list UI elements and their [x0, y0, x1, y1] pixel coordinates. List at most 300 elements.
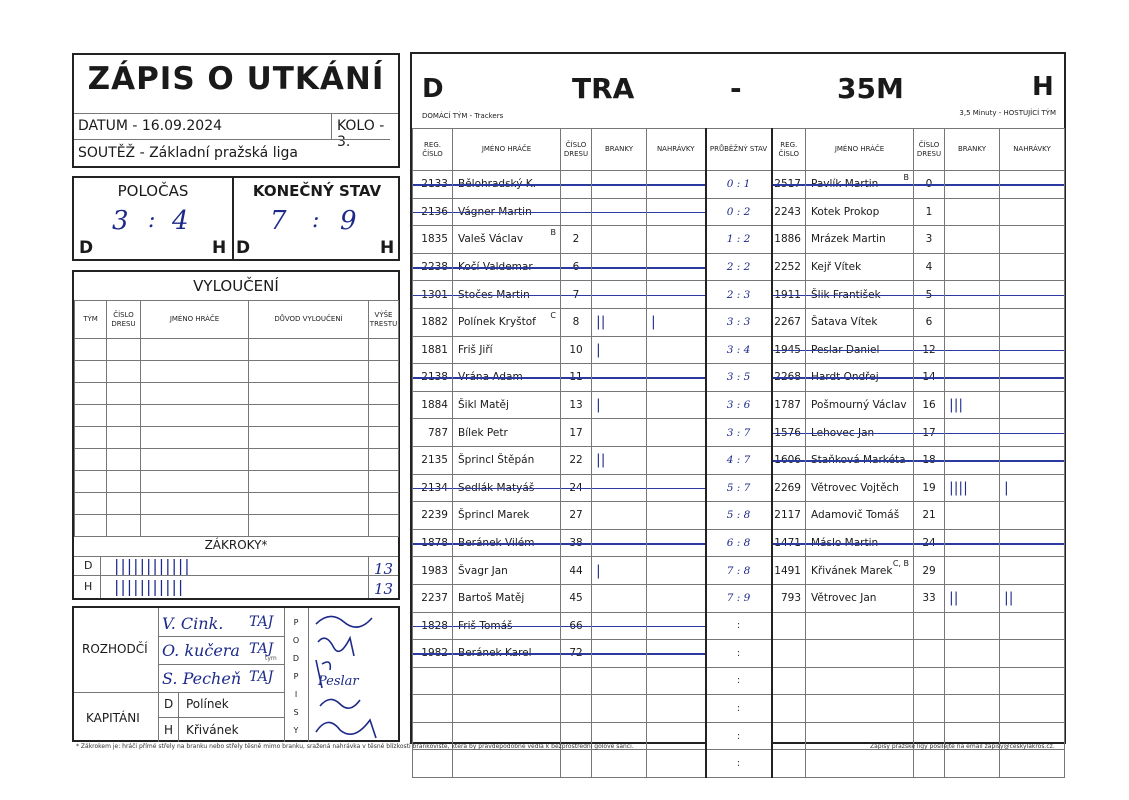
home-reg-number: 2135: [413, 446, 453, 474]
strike-line: [413, 653, 452, 655]
player-row: [413, 226, 1065, 254]
away-jersey-number: 29: [914, 557, 945, 585]
home-col-reg: REG. ČÍSLO: [413, 129, 453, 171]
strike-line: [453, 488, 560, 490]
penalty-cell: [249, 383, 369, 405]
home-player-name: Polínek Kryštof C: [453, 308, 561, 336]
away-reg-number: 2267: [772, 308, 806, 336]
penalty-cell: [369, 361, 399, 383]
away-assists: [1000, 612, 1065, 640]
penalty-cell: [107, 427, 141, 449]
penalty-row: [75, 405, 399, 427]
away-assists: [1000, 419, 1065, 447]
running-score: 3 : 6: [706, 391, 772, 419]
final-d: D: [236, 238, 251, 258]
penalty-cell: [75, 339, 107, 361]
saves-h-marks: |||||||||||: [114, 577, 185, 596]
away-jersey-number: 33: [914, 584, 945, 612]
halftime-away: 4: [172, 206, 189, 236]
strike-line: [647, 212, 705, 214]
strike-line: [413, 267, 452, 269]
penalty-cell: [369, 383, 399, 405]
player-row: [413, 502, 1065, 530]
strike-line: [592, 212, 646, 214]
running-score: 0 : 1: [706, 171, 772, 199]
away-jersey-number: [914, 695, 945, 723]
home-goals: [592, 281, 647, 309]
strike-line: [413, 295, 452, 297]
strike-line: [806, 377, 913, 379]
running-score: :: [706, 750, 772, 778]
away-assists: [1000, 640, 1065, 668]
strike-line: [561, 543, 591, 545]
penalty-cell: [141, 427, 249, 449]
home-reg-number: 787: [413, 419, 453, 447]
penalty-cell: [75, 449, 107, 471]
penalty-cell: [141, 493, 249, 515]
penalty-cell: [141, 405, 249, 427]
captain-d-name: Polínek: [186, 697, 229, 711]
penalty-cell: [249, 427, 369, 449]
home-assists: [647, 253, 706, 281]
running-score: :: [706, 722, 772, 750]
header-d: D: [422, 74, 444, 104]
away-team-caption: 3,5 Minuty - HOSTUJÍCÍ TÝM: [959, 109, 1056, 117]
home-jersey-number: 2: [561, 226, 592, 254]
player-tag: B: [550, 228, 556, 238]
player-tag: B: [903, 173, 909, 182]
home-player-name: [453, 750, 561, 778]
strike-line: [806, 350, 913, 352]
penalty-cell: [369, 339, 399, 361]
strike-line: [1000, 350, 1064, 352]
home-reg-number: 2237: [413, 584, 453, 612]
home-assists: [647, 226, 706, 254]
home-jersey-number: [561, 198, 592, 226]
away-jersey-number: [914, 640, 945, 668]
penalty-cell: [369, 515, 399, 537]
away-assists: [1000, 226, 1065, 254]
away-goals: [945, 198, 1000, 226]
strike-line: [647, 267, 705, 269]
home-assists: [647, 640, 706, 668]
penalty-cell: [141, 515, 249, 537]
strike-line: [914, 433, 944, 435]
home-assists: [647, 336, 706, 364]
home-goals: [592, 253, 647, 281]
away-assists: [1000, 281, 1065, 309]
away-player-name: [806, 364, 914, 392]
home-reg-number: [413, 171, 453, 199]
away-goals: [945, 364, 1000, 392]
strike-line: [773, 433, 806, 435]
away-goals: [945, 502, 1000, 530]
strike-line: [592, 543, 646, 545]
away-player-name: Větrovec Vojtěch: [806, 474, 914, 502]
home-jersey-number: 13: [561, 391, 592, 419]
strike-line: [914, 184, 944, 186]
strike-line: [647, 184, 705, 186]
away-goals: [945, 419, 1000, 447]
home-assists: [647, 750, 706, 778]
away-assists: [1000, 364, 1065, 392]
home-assists: [647, 612, 706, 640]
home-assists: [647, 529, 706, 557]
referee-1-team: TAJ: [249, 614, 274, 630]
home-jersey-number: 10: [561, 336, 592, 364]
home-player-name: [453, 612, 561, 640]
saves-d-marks: ||||||||||||: [114, 556, 191, 575]
strike-line: [561, 267, 591, 269]
home-player-name: [453, 253, 561, 281]
away-goals: [945, 640, 1000, 668]
strike-line: [806, 295, 913, 297]
away-reg-number: [772, 640, 806, 668]
away-goals: [945, 171, 1000, 199]
away-goals: ||: [945, 584, 1000, 612]
home-player-name: [453, 281, 561, 309]
strike-line: [592, 267, 646, 269]
strike-line: [453, 653, 560, 655]
away-assists: [1000, 750, 1065, 778]
player-row: [413, 364, 1065, 392]
penalty-row: [75, 339, 399, 361]
penalty-cell: [75, 471, 107, 493]
away-player-name: [806, 750, 914, 778]
strike-line: [561, 653, 591, 655]
away-jersey-number: 6: [914, 308, 945, 336]
running-score: :: [706, 667, 772, 695]
away-reg-number: 2243: [772, 198, 806, 226]
strike-line: [592, 184, 646, 186]
away-player-name: [806, 529, 914, 557]
strike-line: [945, 184, 999, 186]
player-row: [413, 336, 1065, 364]
penalty-cell: [369, 405, 399, 427]
penalty-cell: [107, 383, 141, 405]
strike-line: [453, 184, 560, 186]
strike-line: [647, 377, 705, 379]
away-assists: [1000, 171, 1065, 199]
strike-line: [647, 626, 705, 628]
penalty-row: [75, 383, 399, 405]
away-goals: ||||: [945, 474, 1000, 502]
home-goals: ||: [592, 308, 647, 336]
halftime-home: 3: [112, 206, 129, 236]
home-goals: |: [592, 391, 647, 419]
penalty-cell: [75, 405, 107, 427]
away-jersey-number: 1: [914, 198, 945, 226]
strike-line: [561, 377, 591, 379]
away-player-name: Pošmourný Václav: [806, 391, 914, 419]
strike-line: [806, 433, 913, 435]
penalties-table: [74, 300, 399, 537]
player-row: [413, 612, 1065, 640]
home-player-name: [453, 364, 561, 392]
away-jersey-number: 16: [914, 391, 945, 419]
running-score: 7 : 8: [706, 557, 772, 585]
penalty-row: [75, 449, 399, 471]
home-jersey-number: [561, 695, 592, 723]
penalty-cell: [249, 405, 369, 427]
away-assists: [1000, 502, 1065, 530]
final-away: 9: [340, 206, 357, 236]
home-jersey-number: [561, 667, 592, 695]
halftime-h: H: [212, 238, 227, 258]
strike-line: [945, 295, 999, 297]
footnote-right: Zápisy pražské ligy posílejte na email zapisy@ceskylakros.cz.: [870, 743, 1055, 750]
penalty-row: [75, 515, 399, 537]
away-jersey-number: [914, 750, 945, 778]
home-jersey-number: 44: [561, 557, 592, 585]
strike-line: [1000, 184, 1064, 186]
penalty-cell: [249, 493, 369, 515]
saves-h-label: H: [84, 580, 93, 593]
penalty-cell: [141, 449, 249, 471]
home-player-name: Friš Jiří: [453, 336, 561, 364]
home-reg-number: [413, 529, 453, 557]
strike-line: [592, 653, 646, 655]
home-reg-number: [413, 612, 453, 640]
home-reg-number: 1881: [413, 336, 453, 364]
player-row: [413, 667, 1065, 695]
home-player-name: Šprincl Marek: [453, 502, 561, 530]
away-player-name: Šatava Vítek: [806, 308, 914, 336]
running-score: :: [706, 640, 772, 668]
away-assists: [1000, 308, 1065, 336]
home-jersey-number: [561, 474, 592, 502]
home-goals: [592, 695, 647, 723]
penalty-row: [75, 361, 399, 383]
away-reg-number: [772, 722, 806, 750]
penalty-cell: [249, 449, 369, 471]
away-jersey-number: 19: [914, 474, 945, 502]
home-goals: |: [592, 336, 647, 364]
home-col-name: JMÉNO HRÁČE: [453, 129, 561, 171]
home-player-name: [453, 695, 561, 723]
strike-line: [914, 377, 944, 379]
home-goals: ||: [592, 446, 647, 474]
away-jersey-number: [914, 529, 945, 557]
round-number: KOLO - 3.: [337, 118, 385, 150]
away-goals: [945, 336, 1000, 364]
home-goals: [592, 529, 647, 557]
strike-line: [453, 626, 560, 628]
home-player-name: Šprincl Štěpán: [453, 446, 561, 474]
penalty-cell: [75, 493, 107, 515]
home-jersey-number: 45: [561, 584, 592, 612]
captain-h-label: H: [164, 723, 174, 737]
player-tag: C, B: [892, 559, 909, 569]
running-score: 2 : 2: [706, 253, 772, 281]
penalty-cell: [141, 361, 249, 383]
away-goals: [945, 253, 1000, 281]
home-player-name: Šikl Matěj: [453, 391, 561, 419]
away-reg-number: [772, 695, 806, 723]
players-table: [412, 128, 1065, 778]
player-row: [413, 198, 1065, 226]
away-col-assists: NAHRÁVKY: [1000, 129, 1065, 171]
home-team-code: TRA: [572, 72, 635, 105]
strike-line: [1000, 543, 1064, 545]
home-goals: [592, 584, 647, 612]
away-jersey-number: [914, 364, 945, 392]
strike-line: [592, 626, 646, 628]
away-player-name: [806, 640, 914, 668]
penalty-row: [75, 427, 399, 449]
away-player-name: [806, 695, 914, 723]
player-row: [413, 640, 1065, 668]
home-jersey-number: [561, 750, 592, 778]
strike-line: [453, 212, 560, 214]
final-h: H: [380, 238, 395, 258]
home-assists: [647, 502, 706, 530]
home-assists: [647, 419, 706, 447]
home-reg-number: 1983: [413, 557, 453, 585]
away-jersey-number: 3: [914, 226, 945, 254]
home-col-assists: NAHRÁVKY: [647, 129, 706, 171]
home-goals: [592, 474, 647, 502]
home-player-name: Švagr Jan: [453, 557, 561, 585]
away-jersey-number: 21: [914, 502, 945, 530]
score-box: POLOČAS 3 : 4 D H KONEČNÝ STAV 7 : 9 D H: [72, 176, 400, 261]
home-reg-number: 1884: [413, 391, 453, 419]
home-jersey-number: [561, 612, 592, 640]
match-date: DATUM - 16.09.2024: [78, 118, 223, 134]
penalty-cell: [75, 427, 107, 449]
home-reg-number: [413, 640, 453, 668]
penalty-cell: [107, 471, 141, 493]
penalty-row: [75, 493, 399, 515]
strike-line: [773, 184, 806, 186]
away-col-reg: REG. ČÍSLO: [772, 129, 806, 171]
running-score: 5 : 8: [706, 502, 772, 530]
penalty-cell: [369, 427, 399, 449]
away-goals: [945, 529, 1000, 557]
captains-label: KAPITÁNI: [86, 711, 140, 725]
away-assists: [1000, 198, 1065, 226]
penalty-cell: [75, 383, 107, 405]
running-score: :: [706, 695, 772, 723]
away-jersey-number: [914, 336, 945, 364]
penalty-cell: [369, 449, 399, 471]
officials-box: [72, 606, 400, 742]
home-reg-number: [413, 474, 453, 502]
away-goals: [945, 281, 1000, 309]
home-assists: [647, 281, 706, 309]
halftime-d: D: [79, 238, 94, 258]
running-score: 3 : 5: [706, 364, 772, 392]
away-col-goals: BRANKY: [945, 129, 1000, 171]
player-row: [413, 419, 1065, 447]
away-goals: [945, 226, 1000, 254]
home-assists: [647, 695, 706, 723]
home-jersey-number: [561, 364, 592, 392]
away-player-name: [806, 419, 914, 447]
home-jersey-number: [561, 640, 592, 668]
away-reg-number: 2269: [772, 474, 806, 502]
footnote-left: * Zákrokem je: hráči přímé střely na branku nebo střely těsně mimo branku, sražená nahrávka v těsné blízkosti brankoviště, která by pravděpodobně vedla k bezprostřední gólové šanci.: [76, 743, 634, 750]
player-row: [413, 308, 1065, 336]
away-assists: [1000, 253, 1065, 281]
saves-d-label: D: [84, 559, 93, 572]
col-tym: TÝM: [75, 301, 107, 339]
home-reg-number: [413, 281, 453, 309]
penalty-cell: [249, 471, 369, 493]
home-jersey-number: 22: [561, 446, 592, 474]
away-player-name: Větrovec Jan: [806, 584, 914, 612]
home-player-name: [453, 474, 561, 502]
away-goals: [945, 667, 1000, 695]
away-reg-number: 1787: [772, 391, 806, 419]
away-player-name: Mrázek Martin: [806, 226, 914, 254]
home-goals: [592, 667, 647, 695]
away-reg-number: [772, 529, 806, 557]
away-player-name: [806, 667, 914, 695]
signature-peslar: Peslar: [318, 674, 359, 689]
strike-line: [453, 267, 560, 269]
home-assists: [647, 446, 706, 474]
away-goals: [945, 446, 1000, 474]
away-jersey-number: [914, 171, 945, 199]
captain-h-name: Křivánek: [186, 723, 239, 737]
running-score: 3 : 3: [706, 308, 772, 336]
player-row: [413, 695, 1065, 723]
home-team-caption: DOMÁCÍ TÝM - Trackers: [422, 112, 504, 120]
running-score: 7 : 9: [706, 584, 772, 612]
home-reg-number: [413, 364, 453, 392]
player-row: [413, 253, 1065, 281]
strike-line: [773, 377, 806, 379]
home-player-name: Bílek Petr: [453, 419, 561, 447]
title-box: [72, 53, 400, 168]
running-score: 4 : 7: [706, 446, 772, 474]
away-jersey-number: [914, 419, 945, 447]
penalty-cell: [75, 361, 107, 383]
header-h: H: [1032, 72, 1054, 102]
away-reg-number: 1491: [772, 557, 806, 585]
away-assists: [1000, 667, 1065, 695]
strike-line: [1000, 295, 1064, 297]
col-trest: VÝŠE TRESTU: [369, 301, 399, 339]
strike-line: [561, 488, 591, 490]
referee-1: V. Cink.: [162, 614, 224, 633]
penalty-cell: [141, 471, 249, 493]
home-jersey-number: 27: [561, 502, 592, 530]
away-player-name: Křivánek Marek C, B: [806, 557, 914, 585]
away-assists: [1000, 695, 1065, 723]
away-reg-number: 793: [772, 584, 806, 612]
strike-line: [773, 543, 806, 545]
strike-line: [914, 295, 944, 297]
home-assists: [647, 391, 706, 419]
away-reg-number: [772, 612, 806, 640]
penalty-cell: [249, 361, 369, 383]
away-jersey-number: [914, 281, 945, 309]
away-assists: [1000, 391, 1065, 419]
running-score: 1 : 2: [706, 226, 772, 254]
home-reg-number: [413, 695, 453, 723]
home-assists: [647, 722, 706, 750]
home-player-name: [453, 667, 561, 695]
strike-line: [413, 212, 452, 214]
away-assists: |: [1000, 474, 1065, 502]
penalty-cell: [107, 493, 141, 515]
home-goals: [592, 226, 647, 254]
away-player-name: [806, 171, 914, 199]
home-goals: [592, 502, 647, 530]
player-row: [413, 557, 1065, 585]
